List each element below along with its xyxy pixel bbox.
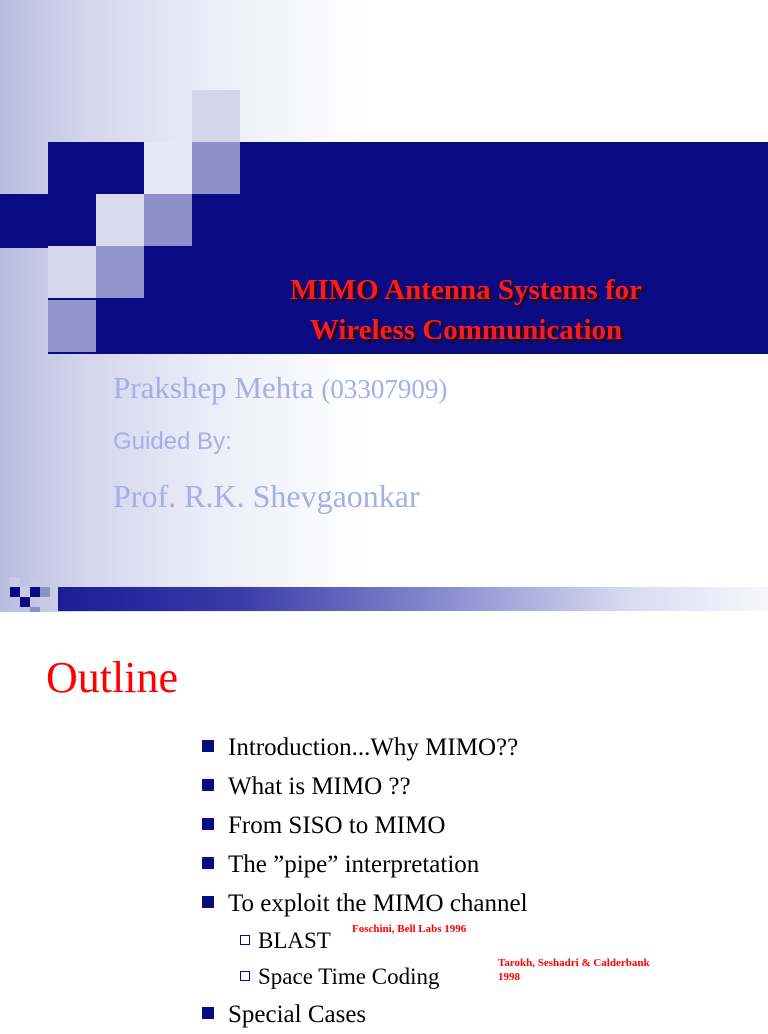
slide-title-line2: Wireless Communication [309,314,623,346]
title-band-left-block [0,194,48,248]
list-item: Introduction...Why MIMO?? [202,728,528,767]
guide-name: Prof. R.K. Shevgaonkar [113,478,420,514]
decor-square [96,246,144,298]
sub-list-item: Space Time Coding [202,959,528,995]
decor-small-square [40,587,50,597]
hollow-square-bullet-icon [240,971,250,981]
decor-square [96,194,144,246]
square-bullet-icon [202,896,214,908]
citation-stc-line1: Tarokh, Seshadri & Calderbank [498,957,650,969]
presenter-roll-number: (03307909) [321,374,448,404]
citation-stc-line2: 1998 [498,971,520,983]
citation-space-time-coding [498,956,650,984]
decor-square [144,142,192,194]
square-bullet-icon [202,779,214,791]
decor-small-square [30,587,40,597]
guided-by-label: Guided By: [113,428,232,455]
slide-title-line1: MIMO Antenna Systems for [289,274,642,306]
decor-square [48,300,96,352]
decor-square [48,246,96,298]
hollow-square-bullet-icon [240,935,250,945]
decor-small-square [20,597,30,607]
list-item: What is MIMO ?? [202,767,528,806]
decor-square [192,142,240,194]
square-bullet-icon [202,857,214,869]
gradient-bar [58,587,768,611]
square-bullet-icon [202,740,214,752]
outline-slide [0,612,768,1028]
presenter [113,370,447,406]
list-item: To exploit the MIMO channel [202,884,528,923]
outline-title: Outline [46,653,178,702]
square-bullet-icon [202,818,214,830]
list-item: Special Cases [202,995,528,1034]
list-item: From SISO to MIMO [202,806,528,845]
slide-title [196,270,736,350]
square-bullet-icon [202,1007,214,1019]
outline-list [202,728,528,1034]
decor-small-square [10,577,20,587]
list-item: The ”pipe” interpretation [202,845,528,884]
decor-small-square [40,597,50,607]
citation-blast: Foschini, Bell Labs 1996 [352,923,467,935]
decor-small-square [10,587,20,597]
decor-square [144,194,192,246]
decor-small-square [30,577,40,587]
sub-list-item: BLAST [202,923,528,959]
decor-square [192,90,240,142]
decor-small-square [20,587,30,597]
presenter-name: Prakshep Mehta [113,370,314,405]
